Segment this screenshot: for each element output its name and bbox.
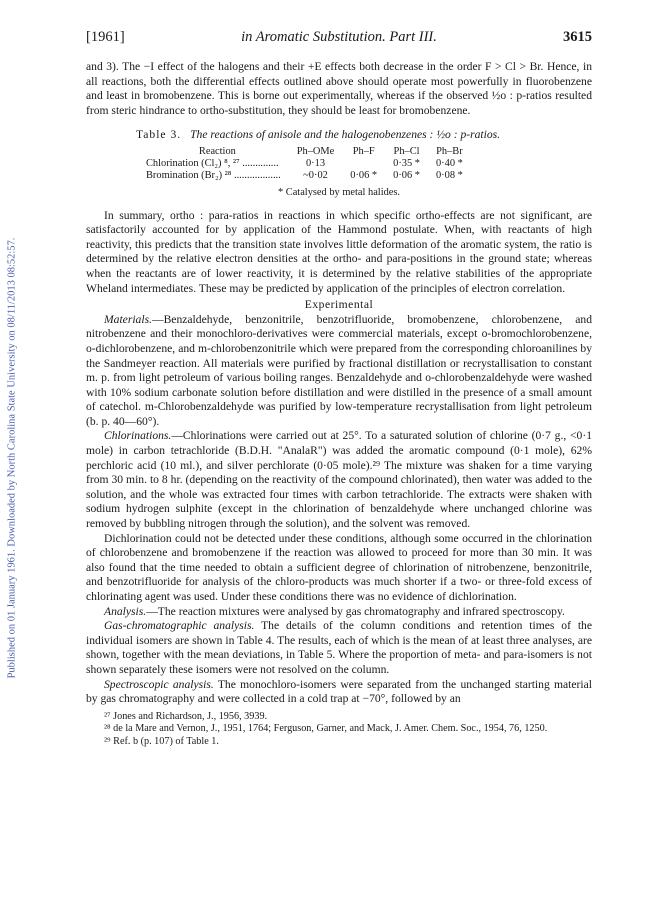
table-title	[86, 128, 592, 143]
table-cell: ~0·02	[303, 169, 328, 181]
materials-subhead: Materials.	[104, 312, 152, 326]
col-header: Ph–OMe	[296, 145, 335, 157]
table-3	[86, 128, 592, 200]
table-cell: 0·06 *	[393, 169, 420, 181]
row-label: Bromination (Br₂) ²⁸ ..................	[146, 169, 281, 181]
gc-subhead: Gas-chromatographic analysis.	[104, 619, 255, 633]
table-caption: The reactions of anisole and the halogenobenzenes : ½o : p-ratios.	[190, 128, 501, 142]
footnote: ²⁸ de la Mare and Vernon, J., 1951, 1764; Ferguson, Garner, and Mack, J. Amer. Chem. Soc., 1954, 76, 1250.	[104, 723, 548, 735]
running-title: in Aromatic Substitution. Part III.	[241, 29, 437, 45]
table-cell: 0·13	[305, 157, 326, 169]
download-watermark	[0, 0, 24, 912]
table-cell: 0·08 *	[435, 169, 463, 181]
spectro-text: The monochloro-isomers were separated from the unchanged starting material by gas chromatography and were collected in a cold trap at −70°, followed by an	[86, 677, 592, 706]
gc-paragraph	[86, 619, 592, 677]
running-head	[86, 30, 592, 50]
table-header-row	[146, 146, 471, 158]
analysis-subhead: Analysis.	[104, 604, 147, 618]
chlorinations-text: —Chlorinations were carried out at 25°. To a saturated solution of chlorine (0·7 g., <0·1 mole) in carbon tetrachloride (B.D.H. "AnalaR") was added the aromatic compound (0·1 mole), 62% perchloric acid (10 ml.), and silver perchlorate (0·05 mole).²⁹ The mixture was shaken for a time varying from 30 min. to 8 hr. (depending on the reactivity of the compound chlorinated), then water was added to the solution, and the whole was extracted four times with carbon tetrachloride. The extracts were shaken with sodium hydrogen sulphite (except in the chlorination of benzaldehyde where unchanged chlorine was removed by bubbling nitrogen through the solution), and the solvent was removed.	[86, 429, 592, 531]
reaction-table	[146, 146, 471, 182]
intro-paragraph: and 3). The −I effect of the halogens and their +E effects both decrease in the order F > Cl > Br. Hence, in all reactions, both the differential effects outlined above should operate most powerfully in fluorobenzene and least in bromobenzene. This is borne out experimentally, whereas if the observed ½o : p-ratios resulted from steric hindrance to ortho-substitution, they should be least for bromobenzene.	[86, 60, 592, 117]
chlorinations-subhead: Chlorinations.	[104, 429, 172, 443]
dichlorination-paragraph: Dichlorination could not be detected under these conditions, although some occurred in the chlorination of chlorobenzene and bromobenzene if the reaction was allowed to proceed for more than 30 min. It was also found that the time needed to obtain a sufficient degree of chlorination of nitrobenzene, benzonitrile, and benzotrifluoride for analysis of the chloro-products was much shorter if a two- or three-fold excess of chlorinating agent was used. Under these conditions there was no evidence of dichlorination.	[86, 531, 592, 603]
summary-paragraph: In summary, ortho : para-ratios in reactions in which specific ortho-effects are not significant, are satisfactorily accounted for by application of the Hammond postulate. When, with reactants of high reactivity, this predicts that the transition state involves little deformation of the aromatic system, the ratio is determined by the relative electron densities at the ortho- and para-positions in the ground state; whereas when the reactants are of lower reactivity, it is determined by the relative stabilities of the appropriate Wheland intermediates. These may be predicted by application of the principles of electron correlation.	[86, 208, 592, 295]
footnote: ²⁹ Ref. b (p. 107) of Table 1.	[104, 735, 219, 747]
materials-paragraph	[86, 313, 592, 430]
table-cell: 0·06 *	[350, 169, 378, 181]
row-label: Chlorination (Cl₂) ⁸, ²⁷ ..............	[146, 157, 279, 169]
publication-note: Published on 01 January 1961. Downloaded by North Carolina State University on 08/11/2013 08:52:57.	[6, 237, 18, 679]
analysis-paragraph	[86, 605, 592, 620]
table-row	[146, 158, 471, 170]
col-header: Ph–Br	[436, 145, 463, 157]
gc-text: The details of the column conditions and retention times of the individual isomers are shown in Table 4. The results, each of which is the mean of at least three analyses, are shown, together with the mean deviations, in Table 5. Where the proportion of meta- and para-isomers is not shown separately these isomers were not resolved on the column.	[86, 619, 592, 676]
table-label: Table 3.	[136, 128, 182, 142]
spectro-paragraph	[86, 678, 592, 707]
page-body	[86, 30, 592, 748]
col-header: Ph–F	[352, 145, 375, 157]
materials-text: —Benzaldehyde, benzonitrile, benzotrifluoride, bromobenzene, chlorobenzene, and nitrobenzene and their monochloro-derivatives were commercial materials, except o-bromochlorobenzene, o-dichlorobenzene, and m-chlorobenzonitrile which were prepared from the corresponding chloroanilines by the Sandmeyer reaction. All materials were purified by fractional distillation or recrystallisation to constant m. p. from light petroleum of various boiling ranges. Benzaldehyde and o-chlorobenzaldehyde were washed with 10% sodium carbonate solution before distillation and were distilled in the presence of a small amount of catechol. m-Chlorobenzaldehyde was purified by low-temperature recrystallisation from light petroleum (b. p. 40—60°).	[86, 312, 592, 428]
table-row	[146, 170, 471, 182]
journal-year: [1961]	[86, 29, 125, 45]
table-cell	[342, 158, 385, 170]
col-header: Ph–Cl	[393, 145, 420, 157]
table-cell: 0·35 *	[393, 157, 420, 169]
chlorinations-paragraph	[86, 429, 592, 531]
table-cell: 0·40 *	[435, 157, 463, 169]
page-number: 3615	[563, 29, 592, 45]
footnote: ²⁷ Jones and Richardson, J., 1956, 3939.	[104, 710, 268, 722]
table-footnote: * Catalysed by metal halides.	[277, 186, 401, 198]
spectro-subhead: Spectroscopic analysis.	[104, 677, 214, 691]
analysis-text: —The reaction mixtures were analysed by gas chromatography and infrared spectroscopy.	[146, 604, 565, 618]
col-header: Reaction	[198, 145, 236, 157]
footnotes	[86, 711, 592, 748]
experimental-heading: Experimental	[304, 298, 374, 312]
